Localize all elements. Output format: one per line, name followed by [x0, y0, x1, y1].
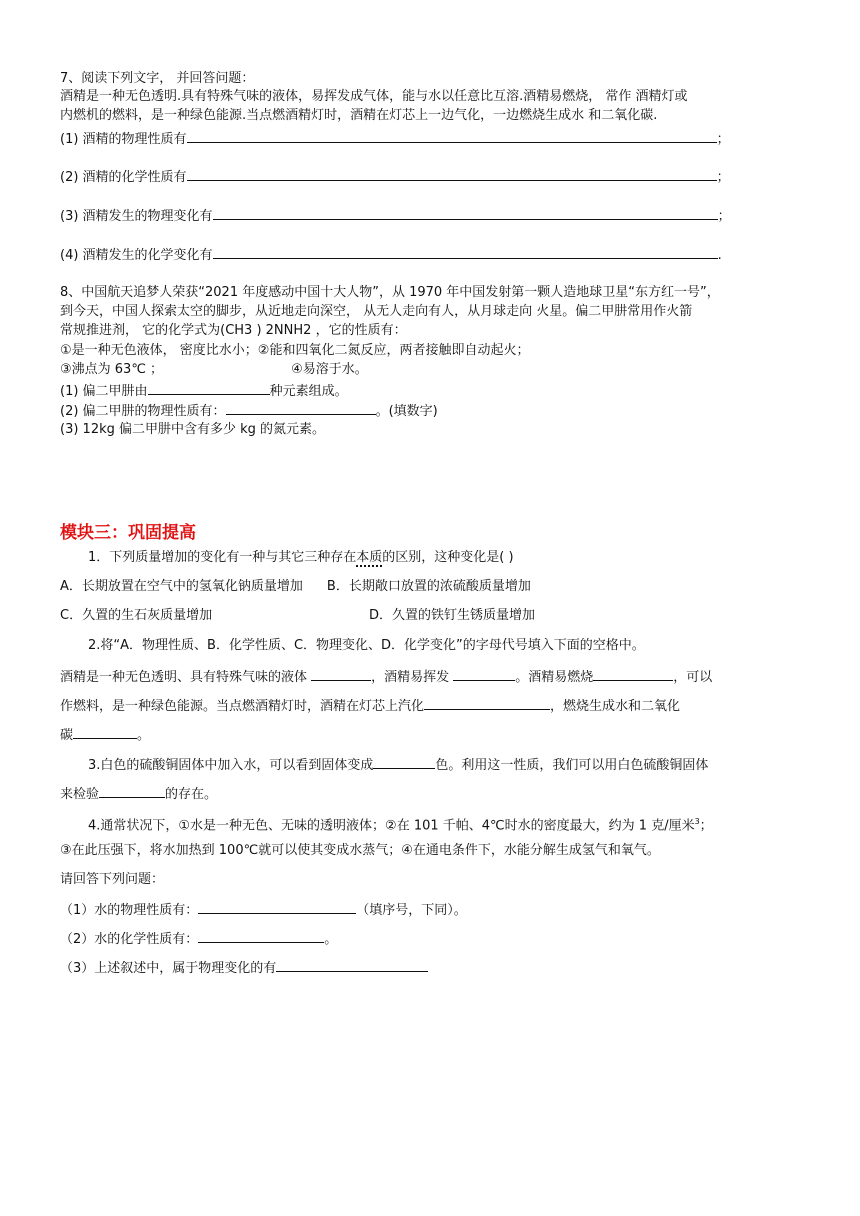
- m3-q1-option-d[interactable]: D．久置的铁钉生锈质量增加: [369, 608, 536, 623]
- q8-sub-1-end: 种元素组成。: [269, 384, 348, 399]
- m3-q4-line1: [88, 813, 713, 835]
- q8-passage-line1: 8、中国航天追梦人荣获“2021 年度感动中国十大人物”，从 1970 年中国发射第一颗人造地球卫星“东方红一号”，: [60, 285, 720, 300]
- m3-q4-sub-2-label: （2）水的化学性质有：: [60, 932, 199, 947]
- m3-q4-sub-1: [60, 900, 467, 920]
- m3-q2-part-5: 作燃料，是一种绿色能源。当点燃酒精灯时，酒精在灯芯上汽化: [60, 699, 425, 714]
- m3-q4-sub-2: [60, 929, 337, 949]
- m3-q2-blank-4[interactable]: [424, 696, 550, 710]
- q8-property-3: ③沸点为 63℃ ；: [60, 362, 164, 377]
- q7-item-2-label: (2) 酒精的化学性质有: [60, 170, 187, 185]
- q8-sub-1-blank[interactable]: [148, 381, 270, 395]
- m3-q2-part-3: 。酒精易燃烧: [515, 670, 594, 685]
- m3-q1-stem-emph: 本质: [356, 550, 383, 565]
- m3-q4-line2: ③在此压强下，将水加热到 100℃就可以使其变成水蒸气；④在通电条件下，水能分解生成氢气和氧气。: [60, 843, 660, 858]
- q7-item-3-blank[interactable]: [213, 206, 718, 220]
- m3-q4-sub-3: [60, 958, 428, 978]
- q8-property-4: ④易溶于水。: [291, 362, 368, 377]
- q7-passage-line2: 内燃机的燃料，是一种绿色能源.当点燃酒精灯时，酒精在灯芯上一边气化，一边燃烧生成水 和二氧化碳.: [60, 108, 658, 123]
- m3-q1-option-b[interactable]: B．长期敞口放置的浓硫酸质量增加: [326, 579, 531, 594]
- m3-q4-line1-end: ；: [699, 818, 713, 834]
- m3-q3-part-3: 来检验: [60, 787, 100, 802]
- m3-q2-part-4: ，可以: [673, 670, 713, 685]
- q7-item-3-label: (3) 酒精发生的物理变化有: [60, 209, 213, 224]
- q7-item-2: [60, 167, 730, 187]
- q7-item-4: [60, 245, 722, 265]
- m3-q2-part-7: 碳: [60, 728, 74, 743]
- m3-q3-line2: [60, 784, 217, 804]
- m3-q2-blank-1[interactable]: [311, 667, 371, 681]
- m3-q1-option-a[interactable]: A．长期放置在空气中的氢氧化钠质量增加: [60, 579, 303, 594]
- q7-item-1-end: ；: [716, 132, 730, 147]
- m3-q3-part-1: 3.白色的硫酸铜固体中加入水，可以看到固体变成: [88, 758, 374, 773]
- m3-q2-blank-3[interactable]: [593, 667, 673, 681]
- q7-item-1-label: (1) 酒精的物理性质有: [60, 132, 187, 147]
- q7-item-2-end: ；: [716, 170, 730, 185]
- m3-q3-part-2: 色。利用这一性质，我们可以用白色硫酸铜固体: [435, 758, 709, 773]
- q8-sub-2-blank[interactable]: [226, 401, 376, 415]
- m3-q2-line1: [60, 667, 712, 687]
- m3-q2-line3: [60, 725, 150, 745]
- q7-item-4-label: (4) 酒精发生的化学变化有: [60, 248, 213, 263]
- q7-item-1: [60, 129, 730, 149]
- q7-item-4-blank[interactable]: [213, 245, 718, 259]
- m3-q4-line1-text: 4.通常状况下，①水是一种无色、无味的透明液体；②在 101 千帕、4℃时水的密度最大，约为 1 克/厘米: [88, 818, 695, 834]
- m3-q4-sub-3-label: （3）上述叙述中，属于物理变化的有: [60, 961, 277, 976]
- m3-q1-options-row1: [60, 578, 531, 596]
- q7-item-1-blank[interactable]: [187, 129, 717, 143]
- module-title: 模块三：巩固提高: [60, 523, 196, 543]
- m3-q4-sub-3-blank[interactable]: [276, 958, 428, 972]
- q7-passage-line1: 酒精是一种无色透明.具有特殊气味的液体，易挥发成气体，能与水以任意比互溶.酒精易燃烧， 常作 酒精灯或: [60, 89, 688, 104]
- q8-sub-2-label: (2) 偏二甲肼的物理性质有：: [60, 404, 226, 419]
- q8-passage-line2: 到今天，中国人探索太空的脚步，从近地走向深空， 从无人走向有人，从月球走向 火星。偏二甲肼常用作火箭: [60, 304, 693, 319]
- q8-property-line1: ①是一种无色液体， 密度比水小；②能和四氧化二氮反应，两者接触即自动起火；: [60, 343, 530, 358]
- q8-property-line2: [60, 361, 368, 379]
- m3-q2-stem: 2.将“A．物理性质、B．化学性质、C．物理变化、D．化学变化”的字母代号填入下面的空格中。: [88, 638, 645, 653]
- q8-sub-1: [60, 381, 348, 401]
- m3-q1-option-c[interactable]: C．久置的生石灰质量增加: [60, 608, 213, 623]
- m3-q4-sub-1-blank[interactable]: [198, 900, 356, 914]
- m3-q3-blank-1[interactable]: [373, 755, 435, 769]
- m3-q4-sub-1-label: （1）水的物理性质有：: [60, 903, 199, 918]
- m3-q1-stem-a: 1．下列质量增加的变化有一种与其它三种存在: [88, 550, 357, 565]
- m3-q1-stem-b: 的区别，这种变化是( ): [382, 550, 514, 565]
- q8-sub-2-end: 。(填数字): [375, 404, 438, 419]
- q7-item-3-end: ；: [717, 209, 731, 224]
- m3-q3-part-4: 的存在。: [165, 787, 218, 802]
- m3-q4-sub-1-end: （填序号，下同）。: [356, 903, 467, 918]
- m3-q2-line2: [60, 696, 680, 716]
- m3-q1-stem: [88, 549, 514, 567]
- m3-q4-superscript: 3: [694, 817, 700, 826]
- m3-q1-options-row2: [60, 607, 535, 625]
- q7-item-2-blank[interactable]: [187, 167, 717, 181]
- m3-q2-part-8: 。: [137, 728, 151, 743]
- m3-q3-blank-2[interactable]: [99, 784, 165, 798]
- m3-q2-part-1: 酒精是一种无色透明、具有特殊气味的液体: [60, 670, 312, 685]
- q7-heading: 7、阅读下列文字， 并回答问题：: [60, 71, 255, 86]
- m3-q2-part-2: ，酒精易挥发: [371, 670, 454, 685]
- m3-q2-blank-2[interactable]: [453, 667, 515, 681]
- q8-passage-line3: 常规推进剂， 它的化学式为(CH3 ) 2NNH2 ，它的性质有：: [60, 323, 407, 338]
- m3-q4-sub-2-blank[interactable]: [198, 929, 324, 943]
- q8-sub-3: (3) 12kg 偏二甲肼中含有多少 kg 的氮元素。: [60, 422, 326, 437]
- q8-sub-2: [60, 401, 438, 421]
- q7-item-4-end: .: [717, 248, 722, 263]
- m3-q4-prompt: 请回答下列问题：: [60, 872, 165, 887]
- m3-q3-line1: [88, 755, 708, 775]
- m3-q4-sub-2-end: 。: [324, 932, 338, 947]
- m3-q2-part-6: ，燃烧生成水和二氧化: [550, 699, 681, 714]
- q7-item-3: [60, 206, 731, 226]
- q8-sub-1-label: (1) 偏二甲肼由: [60, 384, 148, 399]
- m3-q2-blank-5[interactable]: [73, 725, 137, 739]
